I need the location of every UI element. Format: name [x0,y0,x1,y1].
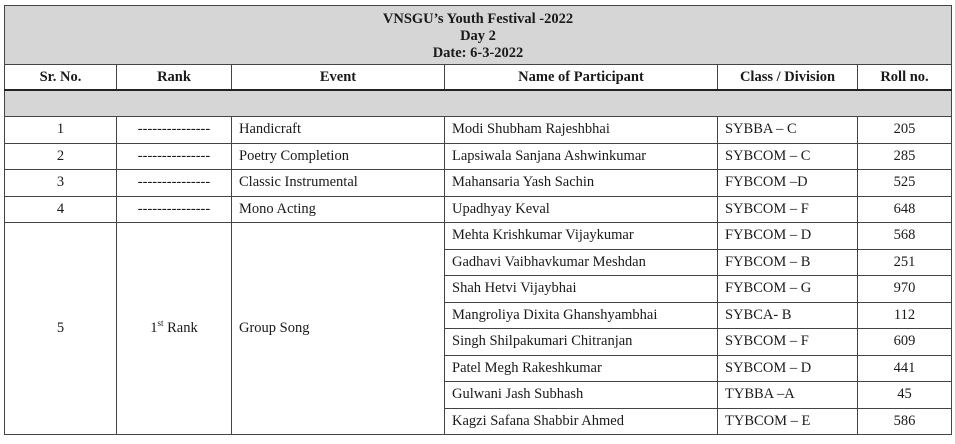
rank-number: 1 [150,320,158,336]
event-cell: Poetry Completion [232,143,445,170]
festival-title: VNSGU’s Youth Festival -2022 [382,11,574,27]
class-cell: FYBCOM – G [718,276,858,303]
table-row [5,143,952,170]
roll-cell: 112 [858,302,952,329]
roll-cell: 45 [858,382,952,409]
class-cell: TYBCOM – E [718,408,858,435]
rank-word: Rank [163,320,198,336]
event-cell: Mono Acting [232,196,445,223]
class-cell: SYBCOM – C [718,143,858,170]
table-row [5,117,952,144]
participant-cell: Lapsiwala Sanjana Ashwinkumar [445,143,718,170]
col-roll-no: Roll no. [858,65,952,91]
participant-cell: Gulwani Jash Subhash [445,382,718,409]
sr-no-cell: 3 [5,170,117,197]
roll-cell: 970 [858,276,952,303]
column-header-row [5,65,952,91]
roll-cell: 205 [858,117,952,144]
rank-cell: --------------- [117,170,232,197]
roll-cell: 251 [858,249,952,276]
col-class-division: Class / Division [718,65,858,91]
class-cell: TYBBA –A [718,382,858,409]
participant-cell: Singh Shilpakumari Chitranjan [445,329,718,356]
col-event: Event [232,65,445,91]
title-block [5,6,952,65]
rank-cell: --------------- [117,143,232,170]
class-cell: SYBCOM – F [718,196,858,223]
class-cell: SYBCA- B [718,302,858,329]
sr-no-cell: 4 [5,196,117,223]
col-participant: Name of Participant [445,65,718,91]
event-cell: Handicraft [232,117,445,144]
roll-cell: 648 [858,196,952,223]
table-row [5,196,952,223]
class-cell: SYBCOM – F [718,329,858,356]
participant-cell: Shah Hetvi Vijaybhai [445,276,718,303]
results-document [4,5,951,435]
event-cell: Classic Instrumental [232,170,445,197]
participant-cell: Kagzi Safana Shabbir Ahmed [445,408,718,435]
class-cell: FYBCOM –D [718,170,858,197]
participant-cell: Mahansaria Yash Sachin [445,170,718,197]
group-sr-no-cell: 5 [5,223,117,435]
rank-suffix: st [157,318,164,329]
participant-cell: Mangroliya Dixita Ghanshyambhai [445,302,718,329]
col-sr-no: Sr. No. [5,65,117,91]
participant-cell: Mehta Krishkumar Vijaykumar [445,223,718,250]
class-cell: SYBBA – C [718,117,858,144]
participant-cell: Upadhyay Keval [445,196,718,223]
roll-cell: 609 [858,329,952,356]
participant-cell: Gadhavi Vaibhavkumar Meshdan [445,249,718,276]
participant-cell: Modi Shubham Rajeshbhai [445,117,718,144]
sr-no-cell: 1 [5,117,117,144]
rank-cell: --------------- [117,196,232,223]
roll-cell: 586 [858,408,952,435]
class-cell: SYBCOM – D [718,355,858,382]
table-row [5,223,952,250]
spacer-cell [5,90,952,117]
group-rank-cell [117,223,232,435]
title-row [5,6,952,65]
rank-cell: --------------- [117,117,232,144]
roll-cell: 568 [858,223,952,250]
class-cell: FYBCOM – B [718,249,858,276]
table-row [5,170,952,197]
spacer-row [5,90,952,117]
results-table [4,5,952,435]
roll-cell: 525 [858,170,952,197]
sr-no-cell: 2 [5,143,117,170]
col-rank: Rank [117,65,232,91]
day-label: Day 2 [460,28,496,44]
date-label: Date: 6-3-2022 [432,45,524,61]
roll-cell: 441 [858,355,952,382]
roll-cell: 285 [858,143,952,170]
class-cell: FYBCOM – D [718,223,858,250]
group-event-cell: Group Song [232,223,445,435]
participant-cell: Patel Megh Rakeshkumar [445,355,718,382]
